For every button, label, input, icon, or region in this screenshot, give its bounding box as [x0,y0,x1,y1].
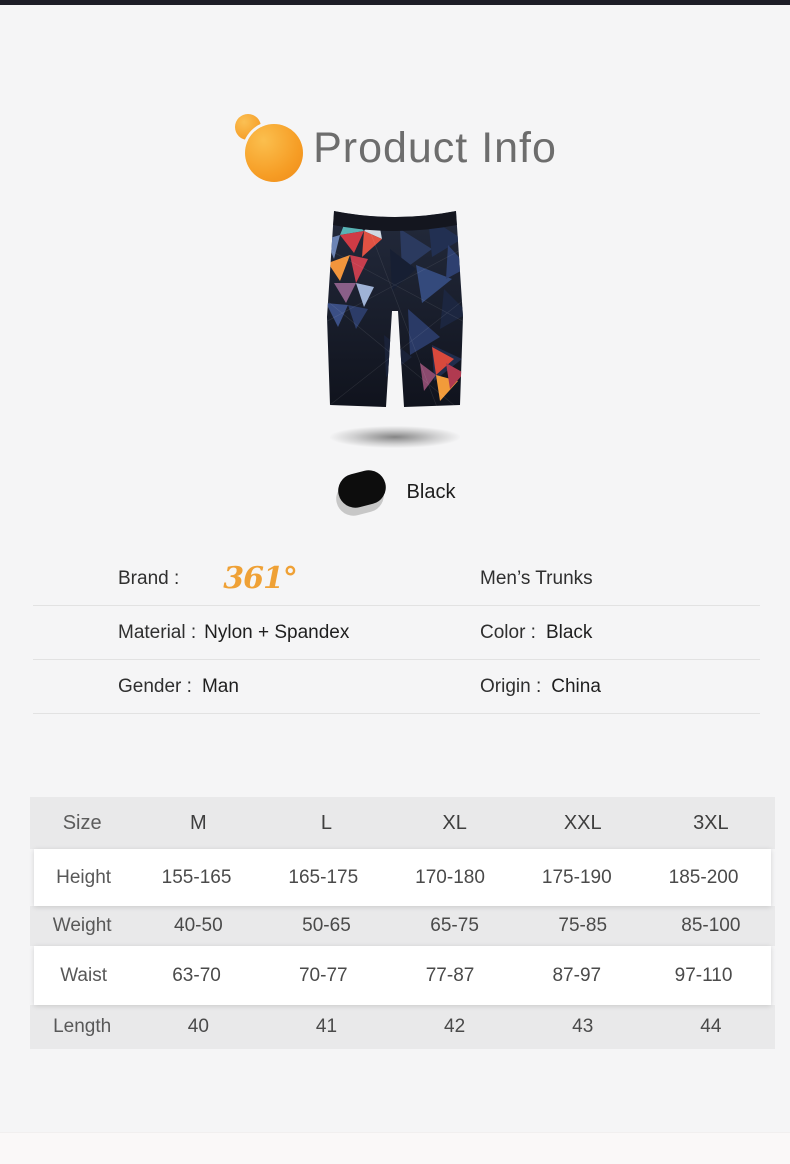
color-label: Color : [480,621,536,643]
table-cell: 65-75 [430,915,479,936]
row-label: Waist [60,964,107,986]
table-cell: 170-180 [415,866,485,888]
bottom-strip [0,1132,790,1164]
header-cell-xxl: XXL [563,811,602,834]
header-cell-3xl: 3XL [693,811,729,834]
origin-label: Origin : [480,675,542,697]
category-value: Men’s Trunks [480,567,593,589]
table-row-waist [34,946,771,1005]
table-cell: 50-65 [302,915,351,936]
table-cell: 40-50 [174,915,223,936]
color-swatch-row [0,466,790,518]
table-cell: 63-70 [172,964,221,986]
brand-361-logo: 361° [223,561,297,596]
table-cell: 175-190 [541,866,612,888]
table-cell: 155-165 [161,866,232,888]
product-shadow [330,426,460,448]
material-value: Nylon + Spandex [204,621,350,643]
orange-dots-icon [233,112,305,184]
table-row-weight [30,906,775,946]
category-cell [395,568,790,590]
gender-value: Man [201,675,239,697]
table-row-length [30,1005,775,1049]
table-cell: 41 [315,1016,338,1037]
color-value: Black [545,621,593,643]
brand-cell [0,561,395,596]
swatch-label: Black [406,480,456,503]
table-cell: 165-175 [288,866,359,888]
table-cell: 185-200 [668,866,739,888]
page-header [0,108,790,188]
product-details [0,552,790,714]
origin-cell [395,676,790,698]
header-cell-m: M [190,811,207,834]
product-image [320,205,470,420]
size-table [30,797,775,1049]
table-cell: 75-85 [558,915,608,936]
gender-label: Gender : [118,675,192,697]
page-title: Product Info [313,123,557,172]
gender-cell [0,676,395,698]
detail-row-material [0,606,790,659]
table-cell: 44 [700,1016,722,1037]
size-table-header [30,797,775,849]
header-cell-size: Size [62,811,102,834]
material-label: Material : [118,621,197,643]
material-cell [0,622,395,644]
table-cell: 77-87 [425,964,475,986]
row-label: Weight [52,915,112,936]
black-color-swatch [335,466,391,518]
detail-row-brand [0,552,790,605]
header-cell-l: L [320,811,333,834]
table-cell: 87-97 [552,964,602,986]
table-cell: 43 [572,1016,594,1037]
row-label: Height [56,866,112,888]
table-row-height [34,849,771,906]
color-cell [395,622,790,644]
row-label: Length [53,1016,112,1037]
table-cell: 40 [187,1016,209,1037]
divider [33,713,760,714]
table-cell: 42 [444,1016,466,1037]
detail-row-gender [0,660,790,713]
header-cell-xl: XL [442,811,467,834]
table-cell: 85-100 [681,915,741,936]
brand-label: Brand : [118,567,180,589]
table-cell: 70-77 [298,964,348,986]
table-cell: 97-110 [674,964,733,986]
swim-trunks-graphic [320,205,470,420]
top-dark-bar [0,0,790,5]
orange-dot-big-icon [245,124,303,182]
origin-value: China [551,675,601,697]
